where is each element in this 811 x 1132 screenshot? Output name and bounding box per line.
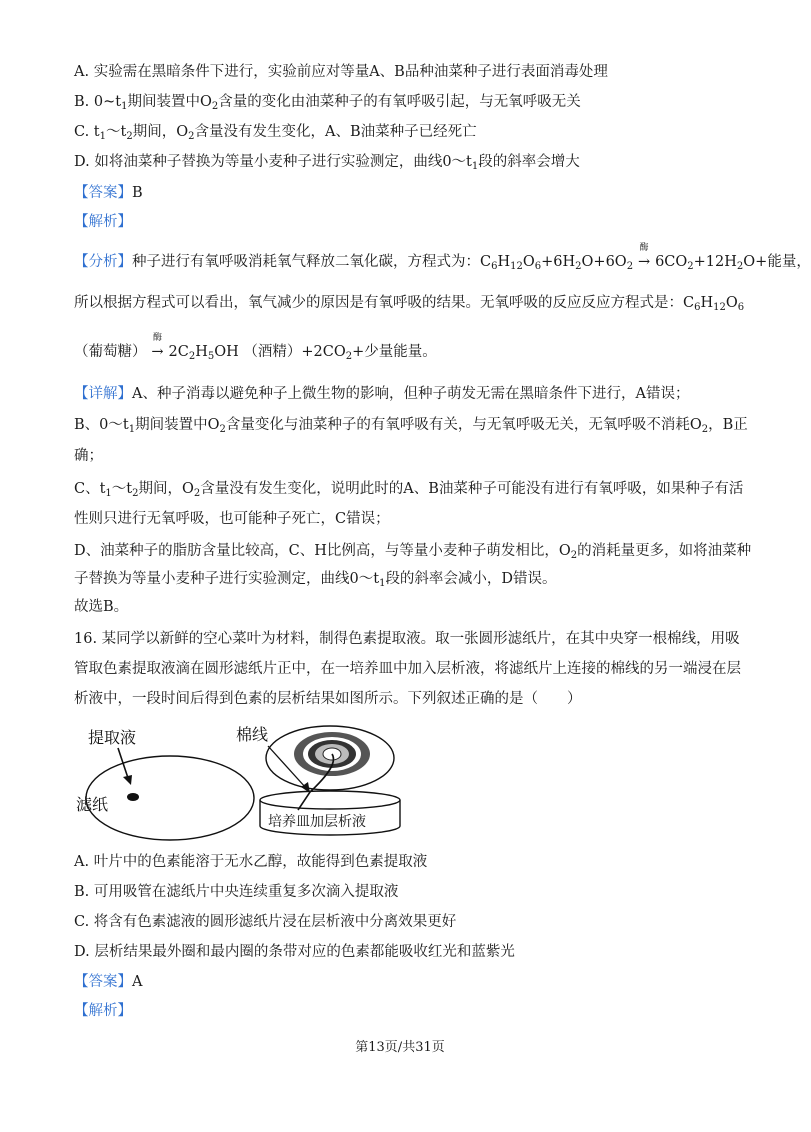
- option-a-q15: A. 实验需在黑暗条件下进行，实验前应对等量A、B品种油菜种子进行表面消毒处理: [74, 64, 608, 80]
- culture-dish-top: [260, 791, 400, 809]
- arrow-head-icon: [123, 775, 132, 785]
- pigment-spot: [127, 793, 139, 801]
- answer-q15: 【答案】B: [74, 185, 143, 201]
- detail-line-a: 【详解】A、种子消毒以避免种子上微生物的影响，但种子萌发无需在黑暗条件下进行，A错误；: [74, 386, 690, 402]
- detail-conclusion: 故选B。: [74, 599, 129, 615]
- q16-stem-line-2: 管取色素提取液滴在圆形滤纸片正中，在一培养皿中加入层析液，将滤纸片上连接的棉线的另一端浸在层: [74, 661, 741, 677]
- option-d-q16: D. 层析结果最外圈和最内圈的条带对应的色素都能吸收红光和蓝紫光: [74, 944, 515, 960]
- analysis-heading-q15: 【解析】: [74, 214, 132, 230]
- analysis-line-3: （葡萄糖） 酶 → $2C_2H_5OH$ （酒精）$+2CO_2+$少量能量。: [74, 333, 437, 362]
- option-c-q16: C. 将含有色素滤液的圆形滤纸片浸在层析液中分离效果更好: [74, 914, 457, 930]
- analysis-line-1: 【分析】种子进行有氧呼吸消耗氧气释放二氧化碳，方程式为：$C_6H_{12}O_6+6H_2O+6O_2$ 酶 → $6CO_2+12H_2O+$能量，: [74, 243, 811, 272]
- option-d-q15: D. 如将油菜种子替换为等量小麦种子进行实验测定，曲线$0\sim t_1$段的斜率会增大: [74, 154, 580, 172]
- label-thread: 棉线: [236, 725, 269, 744]
- detail-line-c1: C、$t_1\sim t_2$期间，$O_2$含量没有发生变化，说明此时的A、B油菜种子可能没有进行有氧呼吸，如果种子有活: [74, 481, 744, 499]
- label-filter-paper: 滤纸: [76, 795, 109, 814]
- answer-q16: 【答案】A: [74, 974, 143, 990]
- detail-line-b2: 确；: [74, 448, 103, 464]
- filter-paper-disc: [86, 756, 254, 840]
- q16-stem-line-1: 16. 某同学以新鲜的空心菜叶为材料，制得色素提取液。取一张圆形滤纸片，在其中央穿一根棉线，用吸: [74, 631, 740, 647]
- analysis-line-2: 所以根据方程式可以看出，氧气减少的原因是有氧呼吸的结果。无氧呼吸的反应反应方程式是：$C_6H_{12}O_6$: [74, 295, 745, 313]
- option-b-q15: B. $0\sim t_1$期间装置中$O_2$含量的变化由油菜种子的有氧呼吸引起，与无氧呼吸无关: [74, 94, 581, 112]
- detail-line-b1: B、$0\sim t_1$期间装置中$O_2$含量变化与油菜种子的有氧呼吸有关，与无氧呼吸无关，无氧呼吸不消耗$O_2$，B正: [74, 417, 748, 435]
- detail-line-d2: 子替换为等量小麦种子进行实验测定，曲线$0\sim t_1$段的斜率会减小，D错误。: [74, 571, 557, 589]
- option-b-q16: B. 可用吸管在滤纸片中央连续重复多次滴入提取液: [74, 884, 399, 900]
- chromatography-figure: [70, 718, 410, 848]
- label-extract: 提取液: [88, 728, 137, 747]
- label-dish: 培养皿加层析液: [268, 814, 366, 830]
- page-footer: 第13页/共31页: [355, 1040, 445, 1055]
- analysis-heading-q16: 【解析】: [74, 1003, 132, 1019]
- q16-stem-line-3: 析液中，一段时间后得到色素的层析结果如图所示。下列叙述正确的是（ ）: [74, 691, 582, 707]
- option-c-q15: C. $t_1\sim t_2$期间，$O_2$含量没有发生变化，A、B油菜种子已经死亡: [74, 124, 477, 142]
- detail-line-c2: 性则只进行无氧呼吸，也可能种子死亡，C错误；: [74, 511, 390, 527]
- option-a-q16: A. 叶片中的色素能溶于无水乙醇，故能得到色素提取液: [74, 854, 428, 870]
- detail-line-d1: D、油菜种子的脂肪含量比较高，C、H比例高，与等量小麦种子萌发相比，$O_2$的消耗量更多，如将油菜种: [74, 543, 752, 561]
